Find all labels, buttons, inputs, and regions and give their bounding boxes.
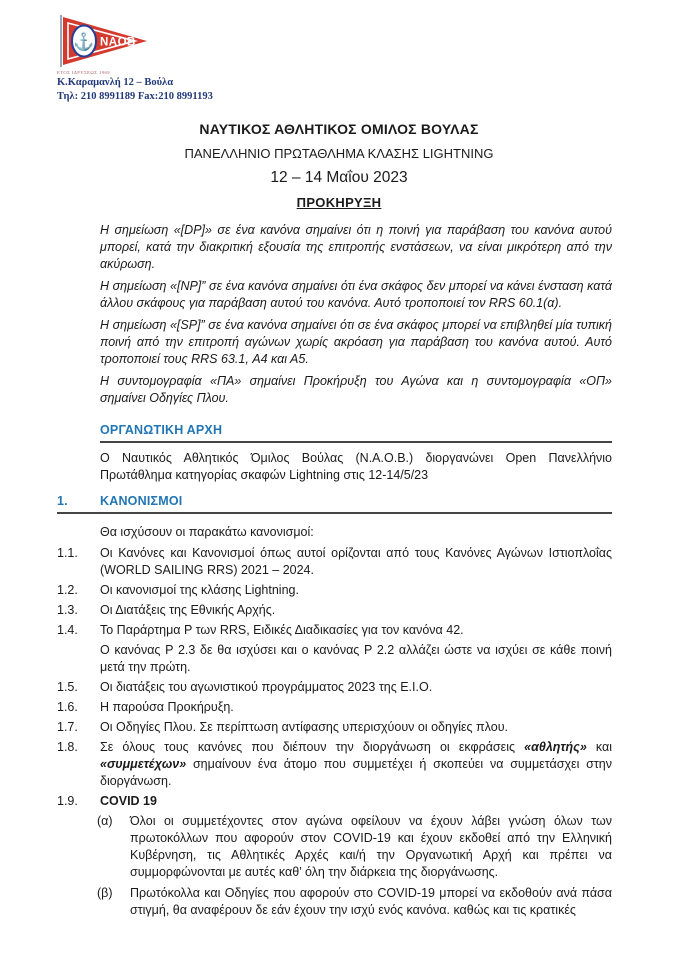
club-phone-fax: Τηλ: 210 8991189 Fax:210 8991193 bbox=[57, 91, 213, 102]
club-header bbox=[0, 0, 678, 103]
rule-item-text: Σε όλους τους κανόνες που διέπουν την διοργάνωση οι εκφράσεις «αθλητής» και «συμμετέχων» σημαίνουν ένα άτομο που συμμετέχει ή σκοπεύει να συμμετάσχει στην διοργάνωση. bbox=[100, 740, 613, 788]
event-title: ΠΑΝΕΛΛΗΝΙΟ ΠΡΩΤΑΘΛΗΜΑ ΚΛΑΣΗΣ LIGHTNING bbox=[184, 146, 494, 161]
section-organizing-authority bbox=[0, 423, 678, 484]
emphasized-term: «συμμετέχων» bbox=[100, 757, 187, 771]
section-rules bbox=[0, 494, 678, 919]
section-number: 1. bbox=[57, 494, 68, 508]
preamble-paragraph: Η σημείωση «[NP]” σε ένα κανόνα σημαίνει ότι ένα σκάφος δεν μπορεί να κάνει ένσταση κατά άλλου σκάφους για παράβαση αυτού του κανόνα. Αυτό τροποποιεί τον RRS 60.1(α). bbox=[100, 279, 612, 310]
rule-item bbox=[57, 582, 612, 599]
preamble-paragraph: Η σημείωση «[DP]» σε ένα κανόνα σημαίνει ότι η ποινή για παράβαση του κανόνα αυτού μπορεί, κατά την διακριτική εξουσία της επιτροπής ενστάσεων, να είναι μικρότερη από την ακύρωση. bbox=[100, 223, 612, 271]
rule-item bbox=[57, 545, 612, 579]
document-type-title: ΠΡΟΚΗΡΥΞΗ bbox=[296, 195, 382, 210]
rule-subitem-number: (β) bbox=[97, 886, 113, 900]
rule-item-text: COVID 19 bbox=[100, 794, 157, 808]
rule-item-text: Οι Οδηγίες Πλου. Σε περίπτωση αντίφασης υπερισχύουν οι οδηγίες πλου. bbox=[100, 720, 509, 734]
section-heading-rules bbox=[57, 494, 612, 514]
rule-item-number: 1.3. bbox=[57, 603, 78, 617]
rule-item-text: Οι διατάξεις του αγωνιστικού προγράμματος 2023 της Ε.Ι.Ο. bbox=[100, 680, 433, 694]
rule-item bbox=[57, 719, 612, 736]
rule-item-text: Η παρούσα Προκήρυξη. bbox=[100, 700, 234, 714]
document-titles bbox=[0, 121, 678, 210]
preamble-paragraph: Η συντομογραφία «ΠΑ» σημαίνει Προκήρυξη του Αγώνα και η συντομογραφία «ΟΠ» σημαίνει Οδηγίες Πλου. bbox=[100, 374, 612, 405]
rule-item-text: Οι Διατάξεις της Εθνικής Αρχής. bbox=[100, 603, 276, 617]
rule-subitem bbox=[97, 885, 612, 919]
section-heading-label: ΚΑΝΟΝΙΣΜΟΙ bbox=[100, 494, 183, 508]
preamble-paragraph: Η σημείωση «[SP]” σε ένα κανόνα σημαίνει ότι σε ένα σκάφος μπορεί να επιβληθεί μία τυπική ποινή από την επιτροπή αγώνων χωρίς ακρόαση για παράβαση του κανόνα αυτού. Αυτό τροποποιεί τους RRS 63.1, Α4 και Α5. bbox=[100, 318, 612, 366]
rule-item bbox=[57, 739, 612, 790]
rule-item-text: Ο κανόνας Ρ 2.3 δε θα ισχύσει και ο κανόνας Ρ 2.2 αλλάζει ώστε να ισχύει σε κάθε ποινή μετά την πρώτη. bbox=[100, 643, 612, 674]
club-logo bbox=[57, 14, 149, 68]
rule-item-text: Οι κανονισμοί της κλάσης Lightning. bbox=[100, 583, 299, 597]
rule-item bbox=[57, 793, 612, 810]
rule-item-number: 1.1. bbox=[57, 546, 78, 560]
rule-item-number: 1.2. bbox=[57, 583, 78, 597]
rule-item-text: Το Παράρτημα Ρ των RRS, Ειδικές Διαδικασίες για τον κανόνα 42. bbox=[100, 623, 464, 637]
section-heading-label: ΟΡΓΑΝΩΤΙΚΗ ΑΡΧΗ bbox=[100, 423, 223, 437]
rules-list bbox=[0, 545, 678, 919]
rule-item bbox=[57, 679, 612, 696]
club-pennant-flag bbox=[57, 14, 149, 68]
emphasized-term: «αθλητής» bbox=[524, 740, 587, 754]
rule-subitem bbox=[97, 813, 612, 881]
club-name-title: ΝΑΥΤΙΚΟΣ ΑΘΛΗΤΙΚΟΣ ΟΜΙΛΟΣ ΒΟΥΛΑΣ bbox=[199, 121, 479, 137]
rule-subitem-text: Όλοι οι συμμετέχοντες στον αγώνα οφείλουν να έχουν λάβει γνώση όλων των πρωτοκόλλων που αφορούν στον COVID-19 και έχουν εκδοθεί από την Ελληνική Κυβέρνηση, τις Αθλητικές Αρχές και/ή την Οργανωτική Αρχή και πρέπει να συμμορφώνονται με αυτές καθ’ όλη την διάρκεια της διοργάνωσης. bbox=[130, 814, 612, 879]
rule-item-number: 1.6. bbox=[57, 700, 78, 714]
rule-item-number: 1.7. bbox=[57, 720, 78, 734]
logo-acronym: NAOB bbox=[100, 36, 136, 49]
rule-item-number-empty bbox=[57, 642, 100, 676]
rules-intro-text: Θα ισχύσουν οι παρακάτω κανονισμοί: bbox=[100, 525, 314, 539]
rule-item-number: 1.5. bbox=[57, 680, 78, 694]
rule-subitem-text: Πρωτόκολλα και Οδηγίες που αφορούν στο COVID-19 μπορεί να εκδοθούν ανά πάσα στιγμή, θα αναφέρουν δε εάν έχουν την ισχύ ενός κανόνα. καθώς και τις κρατικές bbox=[130, 886, 612, 917]
club-address: Κ.Καραμανλή 12 – Βούλα bbox=[57, 77, 174, 88]
anchor-icon: ⚓ bbox=[73, 32, 95, 52]
preamble-section bbox=[0, 222, 678, 407]
rule-item bbox=[57, 699, 612, 716]
rule-item-number: 1.4. bbox=[57, 623, 78, 637]
section-heading-organizing-authority bbox=[100, 423, 612, 443]
rule-item-continuation bbox=[57, 642, 612, 676]
rule-subitem-number: (α) bbox=[97, 814, 113, 828]
rule-item-number: 1.9. bbox=[57, 794, 78, 808]
event-dates: 12 – 14 Μαΐου 2023 bbox=[270, 169, 408, 186]
rule-item-text: Οι Κανόνες και Κανονισμοί όπως αυτοί ορίζονται από τους Κανόνες Αγώνων Ιστιοπλοΐας (WORLD SAILING RRS) 2021 – 2024. bbox=[100, 546, 612, 577]
organizing-authority-text: Ο Ναυτικός Αθλητικός Όμιλος Βούλας (Ν.Α.Ο.Β.) διοργανώνει Open Πανελλήνιο Πρωτάθλημα κατηγορίας σκαφών Lightning στις 12-14/5/23 bbox=[100, 451, 612, 482]
rule-item bbox=[57, 602, 612, 619]
rule-item-number: 1.8. bbox=[57, 740, 78, 754]
logo-small-text: ΕΤΟΣ ΙΔΡΥΣΕΩΣ 1969 bbox=[57, 70, 111, 75]
rule-item bbox=[57, 622, 612, 639]
